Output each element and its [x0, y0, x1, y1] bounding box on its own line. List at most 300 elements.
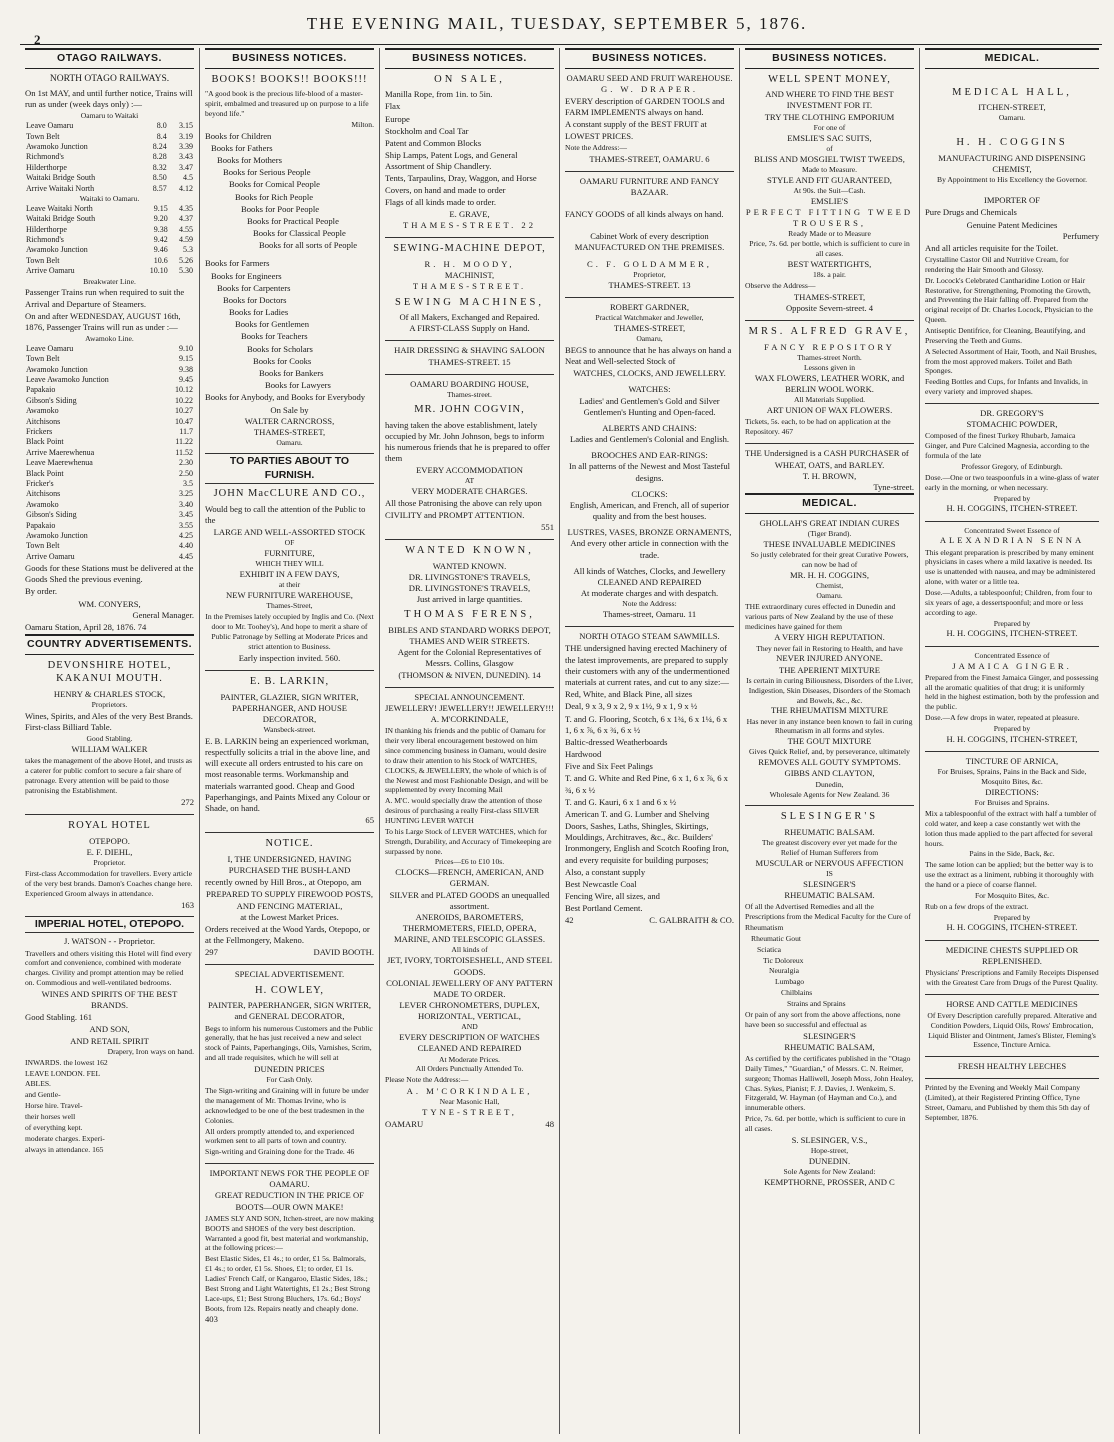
ad-number: 165 — [92, 1144, 104, 1154]
ad-text: of — [826, 143, 833, 153]
ad-text: FURNITURE, — [264, 548, 315, 559]
timetable-row — [25, 385, 194, 395]
ad-text: TYNE-STREET, — [422, 1107, 517, 1118]
ad-text: Goods for these Stations must be delivered at the Goods Shed the previous evening. — [25, 563, 194, 585]
ad-owner: H. H. COGGINS — [956, 137, 1068, 149]
train-time: 11.7 — [179, 427, 193, 437]
list-item: Rheumatism — [745, 922, 784, 932]
ad-title: RHEUMATIC BALSAM. — [784, 827, 875, 837]
timetable-row — [25, 437, 194, 447]
ad-text: Best Elastic Sides, £1 4s.; to order, £1 5s. Balmorals, £1 4s.; to order, £1 5s. Shoes, £1; to order, £1 1s. Ladies' French Calf, or Kangaroo, Elastic Sides, 18s.; Best Strong and Light Watertights, £1 2s.; Best Strong Lace-ups, £1; Best Strong Bluchers, 17s. 6d.; Boys' Boots, from 12s. Repairs neatly and cheaply done. — [205, 1254, 371, 1313]
ad-text: Please Note the Address:— — [385, 1075, 469, 1085]
ad-text: English, American, and French, all of superior quality and from the best houses. — [569, 499, 730, 522]
ad-title: ALEXANDRIAN SENNA — [939, 535, 1085, 546]
ad-number: 4 — [868, 302, 874, 313]
ad-owner: MRS. ALFRED GRAVE, — [745, 320, 914, 339]
ad-number: 272 — [181, 796, 194, 807]
ad-text: WATCHES, CLOCKS, AND JEWELLERY. — [573, 368, 726, 379]
newspaper-title: THE EVENING MAIL, TUESDAY, SEPTEMBER 5, 1876. — [306, 14, 808, 33]
ad-text: RHEUMATIC BALSAM. — [784, 890, 875, 901]
ad-number: 297 — [205, 947, 218, 958]
list-item: Books for Cooks — [253, 355, 312, 366]
ad-text: Agent for the Colonial Representatives of Messrs. Collins, Glasgow — [397, 647, 542, 669]
station-name: Arrive Oamaru — [26, 266, 75, 276]
train-time: 10.22 — [175, 395, 193, 405]
station-name: Leave Oamaru — [26, 121, 74, 131]
book-list — [205, 131, 374, 252]
column-header: BUSINESS NOTICES. — [385, 48, 554, 69]
ad-text: REMOVES ALL GOUTY SYMPTOMS. — [758, 757, 901, 768]
train-time: 3.47 — [179, 162, 193, 172]
ad-text: Thames-street, Oamaru. — [602, 609, 686, 620]
ad-owner: E. B. LARKIN, — [205, 670, 374, 689]
list-item: Best Portland Cement. — [565, 903, 643, 914]
ad-text: Of all Makers, Exchanged and Repaired. — [399, 312, 540, 323]
ad-title: MEDICAL HALL, — [952, 86, 1072, 98]
ad-title: WELL SPENT MONEY, — [768, 73, 891, 85]
timetable-row — [25, 173, 194, 183]
station-name: Arrive Waitaki North — [26, 183, 95, 193]
ad-title: SLESINGER'S — [745, 805, 914, 824]
ad-text: THE APERIENT MIXTURE — [778, 664, 881, 675]
timetable-row — [25, 479, 194, 489]
ad-text: OTEPOPO. — [89, 835, 130, 846]
section-header: MEDICAL. — [745, 493, 914, 514]
ad-title: HORSE AND CATTLE MEDICINES — [925, 994, 1099, 1010]
timetable-row — [25, 142, 194, 152]
ad-text: PREPARED TO SUPPLY FIREWOOD POSTS, AND FENCING MATERIAL, — [206, 889, 373, 911]
train-time: 8.4 — [156, 131, 167, 141]
ad-text: at the Lowest Market Prices. — [240, 911, 339, 922]
train-time: 4.40 — [179, 541, 193, 551]
train-time: 4.5 — [183, 173, 193, 183]
ad-owner: MR. JOHN COGVIN, — [414, 403, 525, 415]
list-item: Books for Comical People — [229, 179, 320, 190]
ad-text: All kinds of — [451, 945, 488, 955]
ad-text: On and after WEDNESDAY, AUGUST 16th, 1876, Passenger Trains will run as under :— — [25, 310, 181, 332]
ad-text: A VERY HIGH REPUTATION. — [774, 632, 885, 643]
ad-text: For Cash Only. — [266, 1075, 313, 1085]
station-name: Awamoko Junction — [26, 141, 88, 151]
column-header: BUSINESS NOTICES. — [205, 48, 374, 69]
timetable-row — [25, 225, 194, 235]
ad-text: (Tiger Brand). — [807, 529, 852, 539]
timetable-row — [25, 448, 194, 458]
ad-text: As certified by the certificates published in the "Otago Daily Times," "Guardian," of Messrs. C. N. Reimer, surgeon; Thomas Halliwell, Joseph Moss, John Healey, Chas. Sykes, Pianist; F. J. Davies, J. Wenkeim, S. Fitzgerald, W. Hayman (of Hayman and Co.), and innumerable others. — [745, 1053, 914, 1113]
train-time: 4.59 — [179, 234, 193, 244]
book-list — [205, 258, 374, 391]
ad-text: Oamaru, — [636, 333, 663, 343]
ad-number: 46 — [346, 1147, 355, 1157]
ad-text: Perfumery — [1062, 230, 1099, 241]
page-columns — [20, 48, 1104, 1434]
ad-title: IMPORTANT NEWS FOR THE PEOPLE OF OAMARU. — [205, 1163, 374, 1190]
station-name: Arrive Oamaru — [26, 551, 75, 561]
timetable-row — [25, 406, 194, 416]
ad-text: By Appointment to His Excellency the Governor. — [937, 175, 1087, 185]
train-time: 4.35 — [179, 203, 193, 213]
timetable-row — [25, 541, 194, 551]
timetable-row — [25, 531, 194, 541]
ad-text: THAMES-STREET. — [428, 356, 500, 367]
ad-text: At moderate charges and with despatch. — [580, 588, 719, 599]
ad-title: HAIR DRESSING & SHAVING SALOON — [385, 340, 554, 356]
timetable-row — [25, 375, 194, 385]
ad-title: SEWING-MACHINE DEPOT, — [385, 237, 554, 256]
ad-text: AT — [464, 476, 475, 486]
ad-owner: R. H. MOODY, — [424, 258, 515, 269]
ad-owner: C. F. GOLDAMMER, — [587, 258, 712, 269]
list-item: Flax — [385, 101, 401, 112]
section-title: Breakwater Line. — [83, 276, 136, 286]
ad-owner: A. M'CORKINDALE, — [406, 1086, 533, 1097]
list-item: Best Newcastle Coal — [565, 878, 637, 889]
ad-text: Dose.—Adults, a tablespoonful; Children, from four to six years of age, a dessertspoonful; and more or less according to age. — [925, 588, 1093, 617]
ad-number: 403 — [205, 1314, 218, 1325]
train-time: 8.57 — [152, 183, 167, 193]
ad-title: STOMACHIC POWDER, — [966, 419, 1058, 430]
list-item: Flags of all kinds made to order. — [385, 196, 496, 207]
ad-text: THAMES AND WEIR STREETS. — [409, 636, 530, 647]
ad-owner: HENRY & CHARLES STOCK, — [53, 689, 166, 700]
ad-text: Proprietors. — [91, 700, 128, 710]
ad-number: 15 — [501, 356, 511, 367]
ad-text: Hope-street, — [810, 1145, 849, 1155]
ad-text: Good Stabling. — [86, 734, 133, 744]
ad-text: Rub on a few drops of the extract. — [925, 901, 1029, 911]
train-time: 11.52 — [175, 447, 193, 457]
ad-text: Oamaru. — [998, 113, 1026, 123]
station-name: Gibson's Siding — [26, 395, 77, 405]
list-item: Rheumatic Gout — [751, 933, 801, 943]
list-item: Books for Gentlemen — [235, 319, 309, 330]
ad-text: JET, IVORY, TORTOISESHELL, AND STEEL GOODS. — [386, 955, 553, 977]
ad-owner: A. M'CORKINDALE, — [430, 714, 509, 725]
station-name: Leave Maerewhenua — [26, 458, 93, 468]
list-item: Neuralgia — [769, 966, 799, 976]
ad-text: On 1st MAY, and until further notice, Trains will run as under (week days only) :— — [25, 87, 193, 110]
ad-text: Lessons given in — [803, 362, 856, 372]
ad-text: Prepared from the Finest Jamaica Ginger, and possessing all the aromatic qualities of that drug; it is uniformly held in the highest estimation, both by the profession and the public. — [925, 672, 1099, 712]
ad-text: Sign-writing and Graining done for the Trade. — [205, 1147, 345, 1157]
ad-text: CLOCKS—FRENCH, AMERICAN, AND GERMAN. — [395, 867, 544, 889]
timetable-row — [25, 510, 194, 520]
ad-title: FANCY REPOSITORY — [764, 341, 895, 352]
ad-number: 74 — [137, 621, 147, 632]
list-item: T. and G. Kauri, 6 x 1 and 6 x ½ — [565, 796, 677, 807]
ad-text: 18s. a pair. — [813, 270, 846, 280]
timetable-row — [25, 344, 194, 354]
ad-text: FEL — [86, 1068, 101, 1078]
timetable-row — [25, 396, 194, 406]
timetable-row — [25, 163, 194, 173]
ad-text: A constant supply of the BEST FRUIT at LOWEST PRICES. — [565, 119, 707, 141]
ad-text: IN thanking his friends and the public of Oamaru for their very liberal encouragement bestowed on him since commencing business in Oamaru, would desire to draw their attention to his Stock of WATCHES, CLOCKS, & JEWELLERY, the whole of which is of the Newest and most Fashionable Design, and will be supplemented by every Incoming Mail — [385, 726, 549, 795]
ad-text: LARGE AND WELL-ASSORTED STOCK — [213, 527, 366, 538]
list-item: Stockholm and Coal Tar — [385, 125, 469, 136]
train-time: 9.38 — [153, 224, 168, 234]
ad-text: Concentrated Sweet Essence of — [925, 521, 1099, 536]
ad-number: 42 — [565, 915, 574, 926]
ad-text: MANUFACTURED ON THE PREMISES. — [574, 242, 725, 253]
signature-name: WM. CONYERS, — [78, 598, 141, 609]
station-name: Arrive Maerewhenua — [26, 447, 95, 457]
ad-text: Passenger Trains run when required to suit the Arrival and Departure of Steamers. — [25, 287, 185, 309]
ad-number: 48 — [545, 1119, 554, 1130]
ad-text: Physicians' Prescriptions and Family Receipts Dispensed with the Greatest Care from Drugs of the Purest Quality. — [925, 967, 1099, 987]
ad-text: All kinds of Watches, Clocks, and Jewellery CLEANED AND REPAIRED — [573, 565, 726, 587]
column-1 — [20, 48, 200, 1434]
list-item: Books for Teachers — [241, 331, 308, 342]
list-item: Sciatica — [757, 944, 782, 954]
list-item: Also, a constant supply — [565, 866, 646, 877]
ad-text: BLISS AND MOSGIEL TWIST TWEEDS, — [754, 153, 905, 164]
ad-text: All Orders Punctually Attended To. — [415, 1064, 524, 1074]
page-number: 2 — [34, 32, 41, 47]
ad-text: THE undersigned having erected Machinery of the latest improvements, are prepared to supply their customers with any of the undermentioned materials at current rates, and cut to any size:— — [565, 643, 730, 687]
station-name: Waitaki Bridge South — [26, 214, 96, 224]
column-3 — [380, 48, 560, 1434]
ad-title: OAMARU FURNITURE AND FANCY BAZAAR. — [565, 171, 734, 198]
ad-text: EVERY DESCRIPTION OF WATCHES CLEANED AND REPAIRED — [399, 1032, 540, 1054]
timetable-row — [25, 152, 194, 162]
ad-text: ABLES. — [25, 1079, 51, 1089]
list-item: Books for Lawyers — [265, 380, 331, 391]
ad-text: And every other article in connection with the trade. — [570, 538, 729, 560]
train-time: 5.30 — [179, 266, 193, 276]
ad-text: PAINTER, PAPERHANGER, SIGN WRITER, and GENERAL DECORATOR, — [208, 1000, 371, 1022]
train-time: 3.39 — [179, 141, 193, 151]
list-item: American T. and G. Lumber and Shelving — [565, 808, 710, 819]
train-time: 9.42 — [153, 234, 168, 244]
station-name: Papakaio — [26, 520, 56, 530]
station-name: Leave Awamoko Junction — [26, 375, 109, 385]
train-time: 9.15 — [153, 203, 168, 213]
ad-number: 22 — [521, 220, 536, 231]
station-name: Black Point — [26, 437, 64, 447]
timetable-row — [25, 266, 194, 276]
ad-text: ART UNION OF WAX FLOWERS. — [766, 404, 893, 415]
ad-text: Near Masonic Hall, — [439, 1097, 500, 1107]
train-time: 3.19 — [179, 131, 193, 141]
ad-text: THESE INVALUABLE MEDICINES — [763, 539, 896, 550]
ad-title: TINCTURE OF ARNICA, — [925, 751, 1099, 767]
ad-text: I, THE UNDERSIGNED, HAVING PURCHASED THE BUSH-LAND — [227, 853, 352, 876]
ad-owner: H. H. COGGINS, ITCHEN-STREET. — [946, 503, 1078, 514]
column-header: BUSINESS NOTICES. — [565, 48, 734, 69]
ad-owner: MR. H. H. COGGINS, — [789, 569, 870, 580]
train-time: 3.15 — [179, 121, 193, 131]
ad-text: Prepared by — [993, 493, 1031, 503]
timetable-row — [25, 469, 194, 479]
ad-text: A. M'C. would specially draw the attention of those desirous of purchasing a really First-class SILVER HUNTING LEVER WATCH — [385, 796, 543, 825]
ad-title: NORTH OTAGO RAILWAYS. — [49, 73, 170, 84]
timetable-row — [25, 245, 194, 255]
ad-text: EMSLIE'S SAC SUITS, — [787, 132, 872, 143]
ad-text: the lowest — [63, 1057, 95, 1067]
list-item: Books for Mothers — [217, 155, 282, 166]
ad-title: IMPERIAL HOTEL, OTEPOPO. — [25, 916, 194, 934]
ad-text: Genuine Patent Medicines — [966, 219, 1058, 230]
station-name: Hilderthorpe — [26, 224, 67, 234]
timetable-row — [25, 184, 194, 194]
list-item: Books for Children — [205, 130, 272, 141]
ad-text: Proprietor. — [93, 858, 126, 868]
ad-text: Prepared by — [993, 723, 1031, 733]
ad-text: Thames-street. — [447, 390, 492, 399]
ad-text: DR. LIVINGSTONE'S TRAVELS, — [408, 571, 531, 582]
station-name: Awamoko Junction — [26, 530, 88, 540]
ad-text: WHICH THEY WILL — [255, 559, 324, 569]
ad-text: (THOMSON & NIVEN, DUNEDIN). — [398, 669, 530, 680]
ad-text: Dr. Locock's Celebrated Cantharidine Lotion or Hair Restorative, for Strengthening, Promoting the Growth, and Preventing the Hair falling off. Prepared from the original receipt of Dr. Charles Locock, Physician to the Queen. — [925, 275, 1093, 325]
ad-text: ANEROIDS, BAROMETERS, THERMOMETERS, FIELD, OPERA, MARINE, AND TELESCOPIC GLASSES. — [394, 911, 545, 945]
ad-title: TO PARTIES ABOUT TO FURNISH. — [205, 453, 374, 484]
ad-text: THE GOUT MIXTURE — [787, 736, 872, 747]
ad-text: Crystalline Castor Oil and Nutritive Cream, for rendering the Hair Smooth and Glossy. — [925, 255, 1069, 274]
ad-text: For Mosquito Bites, &c. — [974, 890, 1050, 900]
ad-text: Of Every Description carefully prepared. Alterative and Condition Powders, Liquid Oils, Rows' Embrocation, Liquid Blister and Ointment, James's Blister, Fleming's Essence, Tincture Arnica. — [927, 1010, 1097, 1050]
ad-text: KEMPTHORNE, PROSSER, AND C — [764, 1176, 895, 1187]
list-item: Books for Bankers — [259, 367, 324, 378]
ad-owner: DAVID BOOTH. — [313, 947, 374, 958]
ad-text: LEVER CHRONOMETERS, DUPLEX, HORIZONTAL, VERTICAL, — [399, 1000, 540, 1022]
timetable-title: Oamaru to Waitaki — [80, 111, 139, 121]
list-item: Books for Engineers — [211, 270, 282, 281]
column-header: OTAGO RAILWAYS. — [25, 48, 194, 69]
list-item: Lumbago — [775, 977, 805, 987]
ad-text: INWARDS. — [25, 1057, 62, 1067]
station-name: Richmond's — [26, 234, 64, 244]
timetable-row — [25, 256, 194, 266]
station-name: Town Belt — [26, 131, 60, 141]
ad-title: WANTED KNOWN, — [385, 539, 554, 558]
ad-text: Practical Watchmaker and Jeweller, — [595, 312, 704, 322]
list-item: Books for Serious People — [223, 167, 311, 178]
ad-text: All those Patronising the above can rely upon CIVILITY and PROMPT ATTENTION. — [385, 498, 542, 520]
ad-text: Chemist, — [815, 581, 844, 591]
timetable-row — [25, 500, 194, 510]
timetable-row — [25, 458, 194, 468]
ad-title: SPECIAL ANNOUNCEMENT. — [385, 687, 554, 703]
ad-text: Oamaru. — [276, 438, 303, 448]
ad-title: BOOKS! BOOKS!! BOOKS!!! — [211, 73, 368, 85]
timetable-row — [25, 214, 194, 224]
timetable — [25, 344, 194, 562]
ad-text: DR. LIVINGSTONE'S TRAVELS, — [408, 582, 531, 593]
ad-text: Dose.—One or two teaspoonfuls in a wine-glass of water early in the morning, or when necessary. — [925, 472, 1099, 492]
ad-text: They never fail in Restoring to Health, and have — [756, 643, 903, 653]
ad-text: Price, 7s. 6d. per bottle, which is sufficient to cure in all cases. — [745, 1114, 906, 1133]
ad-text: VERY MODERATE CHARGES. — [411, 486, 528, 497]
ad-text: Wansbeck-street. — [263, 725, 316, 735]
train-time: 2.30 — [179, 458, 193, 468]
timetable — [25, 204, 194, 277]
column-5 — [740, 48, 920, 1434]
ad-title: ON SALE, — [434, 73, 505, 85]
ad-text: OF — [284, 538, 295, 548]
ad-owner: E. GRAVE, — [449, 209, 490, 219]
ad-number: 560. — [325, 652, 341, 663]
ad-text: Horse hire. Travel- — [25, 1101, 83, 1111]
ad-text: BIBLES AND STANDARD WORKS DEPOT, — [388, 624, 551, 635]
ad-title: ROYAL HOTEL — [25, 814, 194, 833]
ad-text: IS — [826, 869, 833, 879]
list-item: Five and Six Feet Palings — [565, 761, 653, 772]
ad-title: MEDICINE CHESTS SUPPLIED OR REPLENISHED. — [925, 940, 1099, 967]
ad-text: at their — [278, 580, 301, 590]
station-name: Black Point — [26, 468, 64, 478]
list-item: Books for Farmers — [205, 258, 270, 269]
ad-text: NEW FURNITURE WAREHOUSE, — [226, 590, 353, 601]
ad-text: BEST WATERTIGHTS, — [787, 258, 872, 269]
ad-text: Tickets, 5s. each, to be had on application at the Repository. — [745, 416, 891, 436]
ad-text: LUSTRES, VASES, BRONZE ORNAMENTS, — [567, 527, 732, 538]
ad-number: 6 — [705, 153, 710, 164]
ad-text: PERFECT FITTING TWEED TROUSERS, — [745, 206, 914, 229]
ad-text: Is certain in curing Biliousness, Disorders of the Liver, Indigestion, Skin Diseases, Disorders of the Stomach and Bowels, &c., &c. — [746, 675, 913, 705]
ad-title: OAMARU SEED AND FRUIT WAREHOUSE. — [566, 72, 733, 83]
ad-text: Dunedin, — [815, 779, 844, 789]
list-item: Books for Ladies — [229, 307, 289, 318]
list-item: Baltic-dressed Weatherboards — [565, 736, 668, 747]
ad-text: always in attendance. — [25, 1144, 91, 1154]
ad-text: And all articles requisite for the Toilet. — [925, 242, 1059, 253]
ad-text: Concentrated Essence of — [925, 646, 1099, 661]
station-name: Waitaki Bridge South — [26, 173, 96, 183]
ad-text: having taken the above establishment, lately occupied by Mr. John Johnson, begs to inform his numerous friends that he is prepared to offer them — [385, 419, 550, 464]
list-item: Books for Fathers — [211, 142, 273, 153]
ad-text: For Bruises, Sprains, Pains in the Back and Side, Mosquito Bites, &c. — [937, 767, 1087, 787]
train-time: 10.10 — [149, 266, 168, 276]
ad-text: THAMES-STREET. — [412, 281, 527, 292]
train-time: 9.38 — [179, 364, 193, 374]
item-list — [565, 689, 734, 914]
ad-text: COLONIAL JEWELLERY OF ANY PATTERN MADE TO ORDER. — [386, 977, 553, 999]
ad-text: Composed of the finest Turkey Rhubarb, Jamaica Ginger, and Pure Calcined Magnesia, according to the formula of the late — [925, 431, 1090, 461]
list-item: Fencing Wire, all sizes, and — [565, 891, 660, 902]
ad-text: SILVER and PLATED GOODS an unequalled assortment. — [389, 889, 550, 911]
timetable-title: Waitaki to Oamaru. — [79, 193, 140, 203]
train-time: 8.28 — [152, 152, 167, 162]
ad-text: BEGS to announce that he has always on hand a Neat and Well-selected Stock of — [565, 344, 732, 366]
ad-text: Wholesale Agents for New Zealand. — [769, 789, 880, 799]
ad-text: FANCY GOODS of all kinds always on hand. — [565, 209, 724, 220]
station-name: Leave Waitaki North — [26, 203, 93, 213]
ad-owner: H. COWLEY, — [254, 984, 324, 996]
ad-text: THAMES-STREET, OAMARU. — [589, 153, 704, 164]
train-time: 4.45 — [179, 551, 193, 561]
train-time: 5.26 — [179, 255, 193, 265]
ad-text: Just arrived in large quantities. — [416, 594, 523, 605]
timetable-row — [25, 204, 194, 214]
timetable — [25, 121, 194, 194]
ad-title: DEVONSHIRE HOTEL, KAKANUI MOUTH. — [47, 659, 172, 685]
ad-text: Prices—£6 to £10 10s. — [434, 857, 505, 867]
ad-owner: H. H. COGGINS, ITCHEN-STREET. — [946, 628, 1078, 639]
ad-text: Proprietor, — [633, 269, 666, 279]
ad-text: AND RETAIL SPIRIT — [70, 1035, 149, 1046]
ad-owner: T. H. BROWN, — [802, 471, 857, 482]
ad-text: EVERY ACCOMMODATION — [416, 465, 523, 476]
train-time: 10.12 — [175, 385, 193, 395]
column-header: BUSINESS NOTICES. — [745, 48, 914, 69]
ad-text: Prepared by — [993, 618, 1031, 628]
ad-text: Cabinet Work of every description — [590, 231, 709, 242]
ad-owner: C. GALBRAITH & CO. — [649, 915, 734, 926]
ad-text: PAINTER, GLAZIER, SIGN WRITER, PAPERHANGER, AND HOUSE DECORATOR, — [220, 691, 359, 724]
ad-text: ALBERTS AND CHAINS: — [602, 422, 697, 433]
